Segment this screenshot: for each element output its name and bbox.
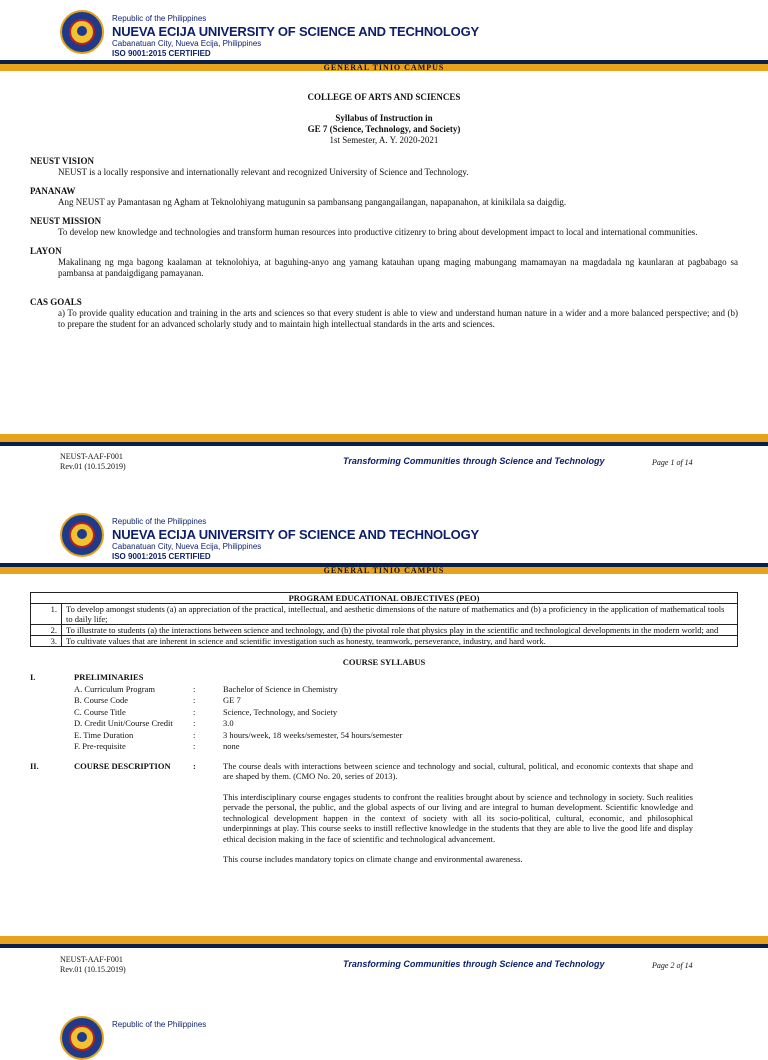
form-code: NEUST-AAF-F001 (60, 452, 123, 461)
cas-goals-heading: CAS GOALS (30, 297, 82, 307)
university-seal-icon (60, 1016, 104, 1060)
vision-text: NEUST is a locally responsive and internationally relevant and recognized University of Science and Technology. (58, 167, 469, 177)
layon-heading: LAYON (30, 246, 62, 256)
section-number: I. (30, 672, 36, 682)
tagline: Transforming Communities through Science and Technology (343, 456, 605, 466)
course-syllabus-heading: COURSE SYLLABUS (342, 657, 426, 667)
college-title: COLLEGE OF ARTS AND SCIENCES (307, 92, 461, 102)
prelim-label: D. Credit Unit/Course Credit (74, 718, 173, 728)
mission-text: To develop new knowledge and technologies and transform human resources into productive citizenry to bring about development impact to local and international communities. (58, 227, 698, 237)
preliminaries: I. PRELIMINARIES A. Curriculum Program : Bachelor of Science in Chemistry B. Course Code : GE 7 C. Course Title : Science, Technology, and Society D. Credit Unit/Course Credit : 3.0 E. Time Duration : 3 hours/week, 18 weeks/semester, 54 hours/semester F. Pre-requisite : none (30, 672, 738, 753)
vision-heading: NEUST VISION (30, 156, 94, 166)
peo-text: To illustrate to students (a) the interactions between science and technology, and (b) the pivotal role that physics play in the scientific and technological developments in the modern world; and (62, 625, 738, 636)
prelim-label: A. Curriculum Program (74, 683, 155, 694)
prelim-label: B. Course Code (74, 695, 129, 705)
course-title: GE 7 (Science, Technology, and Society) (307, 124, 461, 134)
peo-number: 1. (31, 604, 62, 625)
letterhead (0, 0, 768, 60)
university-name: NUEVA ECIJA UNIVERSITY OF SCIENCE AND TECHNOLOGY (112, 527, 479, 542)
letterhead (0, 503, 768, 563)
republic-label: Republic of the Philippines (112, 1020, 207, 1029)
city-label: Cabanatuan City, Nueva Ecija, Philippines (112, 39, 262, 48)
semester: 1st Semester, A. Y. 2020-2021 (329, 135, 439, 145)
prelim-value: none (223, 741, 240, 751)
peo-title: PROGRAM EDUCATIONAL OBJECTIVES (PEO) (31, 593, 738, 604)
prelim-value: GE 7 (223, 695, 241, 705)
page-number: Page 2 of 14 (652, 961, 693, 970)
peo-table (30, 592, 738, 647)
page-2 (0, 503, 768, 865)
course-description-p1: The course deals with interactions between science and technology and social, cultural, political, and economic contexts that shape and are shaped by them. (CMO No. 20, series of 2013). (223, 760, 693, 781)
prelim-label: F. Pre-requisite (74, 741, 126, 751)
pananaw-heading: PANANAW (30, 186, 76, 196)
iso-label: ISO 9001:2015 CERTIFIED (112, 552, 211, 561)
revision: Rev.01 (10.15.2019) (60, 965, 126, 974)
city-label: Cabanatuan City, Nueva Ecija, Philippines (112, 542, 262, 551)
section-number: II. (30, 760, 39, 771)
course-description-p2: This interdisciplinary course engages students to confront the realities brought about by science and technology in society. Such realities pervade the personal, the public, and the global aspects of our living and are integral to human development. Scientific knowledge and technological development happen in the context of society with all its socio-political, cultural, economic, and philosophical underpinnings at play. This course seeks to instill reflective knowledge in the students that they are able to live the good life and display ethical decision making in the face of scientific and technological advancement. (223, 791, 693, 844)
republic-label: Republic of the Philippines (112, 14, 207, 23)
peo-number: 2. (31, 625, 62, 636)
revision: Rev.01 (10.15.2019) (60, 462, 126, 471)
footer-stripes (0, 936, 768, 948)
university-name: NUEVA ECIJA UNIVERSITY OF SCIENCE AND TECHNOLOGY (112, 24, 479, 39)
prelim-value: 3 hours/week, 18 weeks/semester, 54 hours/semester (223, 729, 403, 740)
table-row (31, 625, 738, 636)
page-number: Page 1 of 14 (652, 458, 693, 467)
course-description-section: II. COURSE DESCRIPTION : The course deals with interactions between science and technology and social, cultural, political, and economic contexts that shape and are shaped by them. (CMO No. 20, series of 2013). This interdisciplinary course engages students to confront the realities brought about by science and technology in society. Such realities pervade the personal, the public, and the global aspects of our living and are integral to human development. Scientific knowledge and technological development happen in the context of society with all its socio-political, cultural, economic, and philosophical underpinnings at play. This course seeks to instill reflective knowledge in the students that they are able to live the good life and display ethical decision making in the face of scientific and technological advancement. This course includes mandatory topics on climate change and environmental awareness. (30, 760, 693, 864)
university-seal-icon (60, 10, 104, 54)
section-title: PRELIMINARIES (74, 672, 144, 682)
campus-label: GENERAL TINIO CAMPUS (323, 63, 445, 72)
layon-text: Makalinang ng mga bagong kaalaman at teknolohiya, at baguhing-anyo ang yamang katauhan upang maging mabungang mamamayan na magdadala ng kaunlaran at pagbabago sa pambansa at pandaigdigang pamayanan. (58, 257, 738, 278)
footer-stripes (0, 434, 768, 446)
republic-label: Republic of the Philippines (112, 517, 207, 526)
prelim-label: C. Course Title (74, 706, 126, 717)
section-title: COURSE DESCRIPTION (74, 760, 171, 771)
pananaw-text: Ang NEUST ay Pamantasan ng Agham at Teknolohiyang matugunin sa pambansang pangangailangan, napapanahon, at kinikilala sa daigdig. (58, 197, 567, 207)
prelim-value: Science, Technology, and Society (223, 706, 338, 717)
mission-heading: NEUST MISSION (30, 216, 102, 226)
university-seal-icon (60, 513, 104, 557)
prelim-value: Bachelor of Science in Chemistry (223, 683, 338, 694)
form-code: NEUST-AAF-F001 (60, 955, 123, 964)
course-description-p3: This course includes mandatory topics on climate change and environmental awareness. (223, 854, 523, 864)
peo-number: 3. (31, 636, 62, 647)
prelim-value: 3.0 (223, 718, 234, 728)
prelim-label: E. Time Duration (74, 729, 134, 740)
page-1 (0, 0, 768, 330)
iso-label: ISO 9001:2015 CERTIFIED (112, 49, 211, 58)
table-row (31, 604, 738, 625)
campus-label: GENERAL TINIO CAMPUS (323, 566, 445, 575)
syllabus-of: Syllabus of Instruction in (335, 113, 433, 123)
table-row (31, 636, 738, 647)
tagline: Transforming Communities through Science and Technology (343, 959, 605, 969)
cas-goals-text: a) To provide quality education and training in the arts and sciences so that every student is able to view and understand human nature in a wider and a more balanced perspective; and (b) to prepare the student for an advanced scholarly study and to maintain high intellectual standards in the arts and sciences. (58, 308, 738, 329)
peo-text: To develop amongst students (a) an appreciation of the practical, intellectual, and aesthetic dimensions of the nature of mathematics and (b) a proficiency in the application of mathematical tools to daily life; (62, 604, 738, 625)
peo-text: To cultivate values that are inherent in science and scientific investigation such as honesty, teamwork, perseverance, industry, and hard work. (62, 636, 738, 647)
